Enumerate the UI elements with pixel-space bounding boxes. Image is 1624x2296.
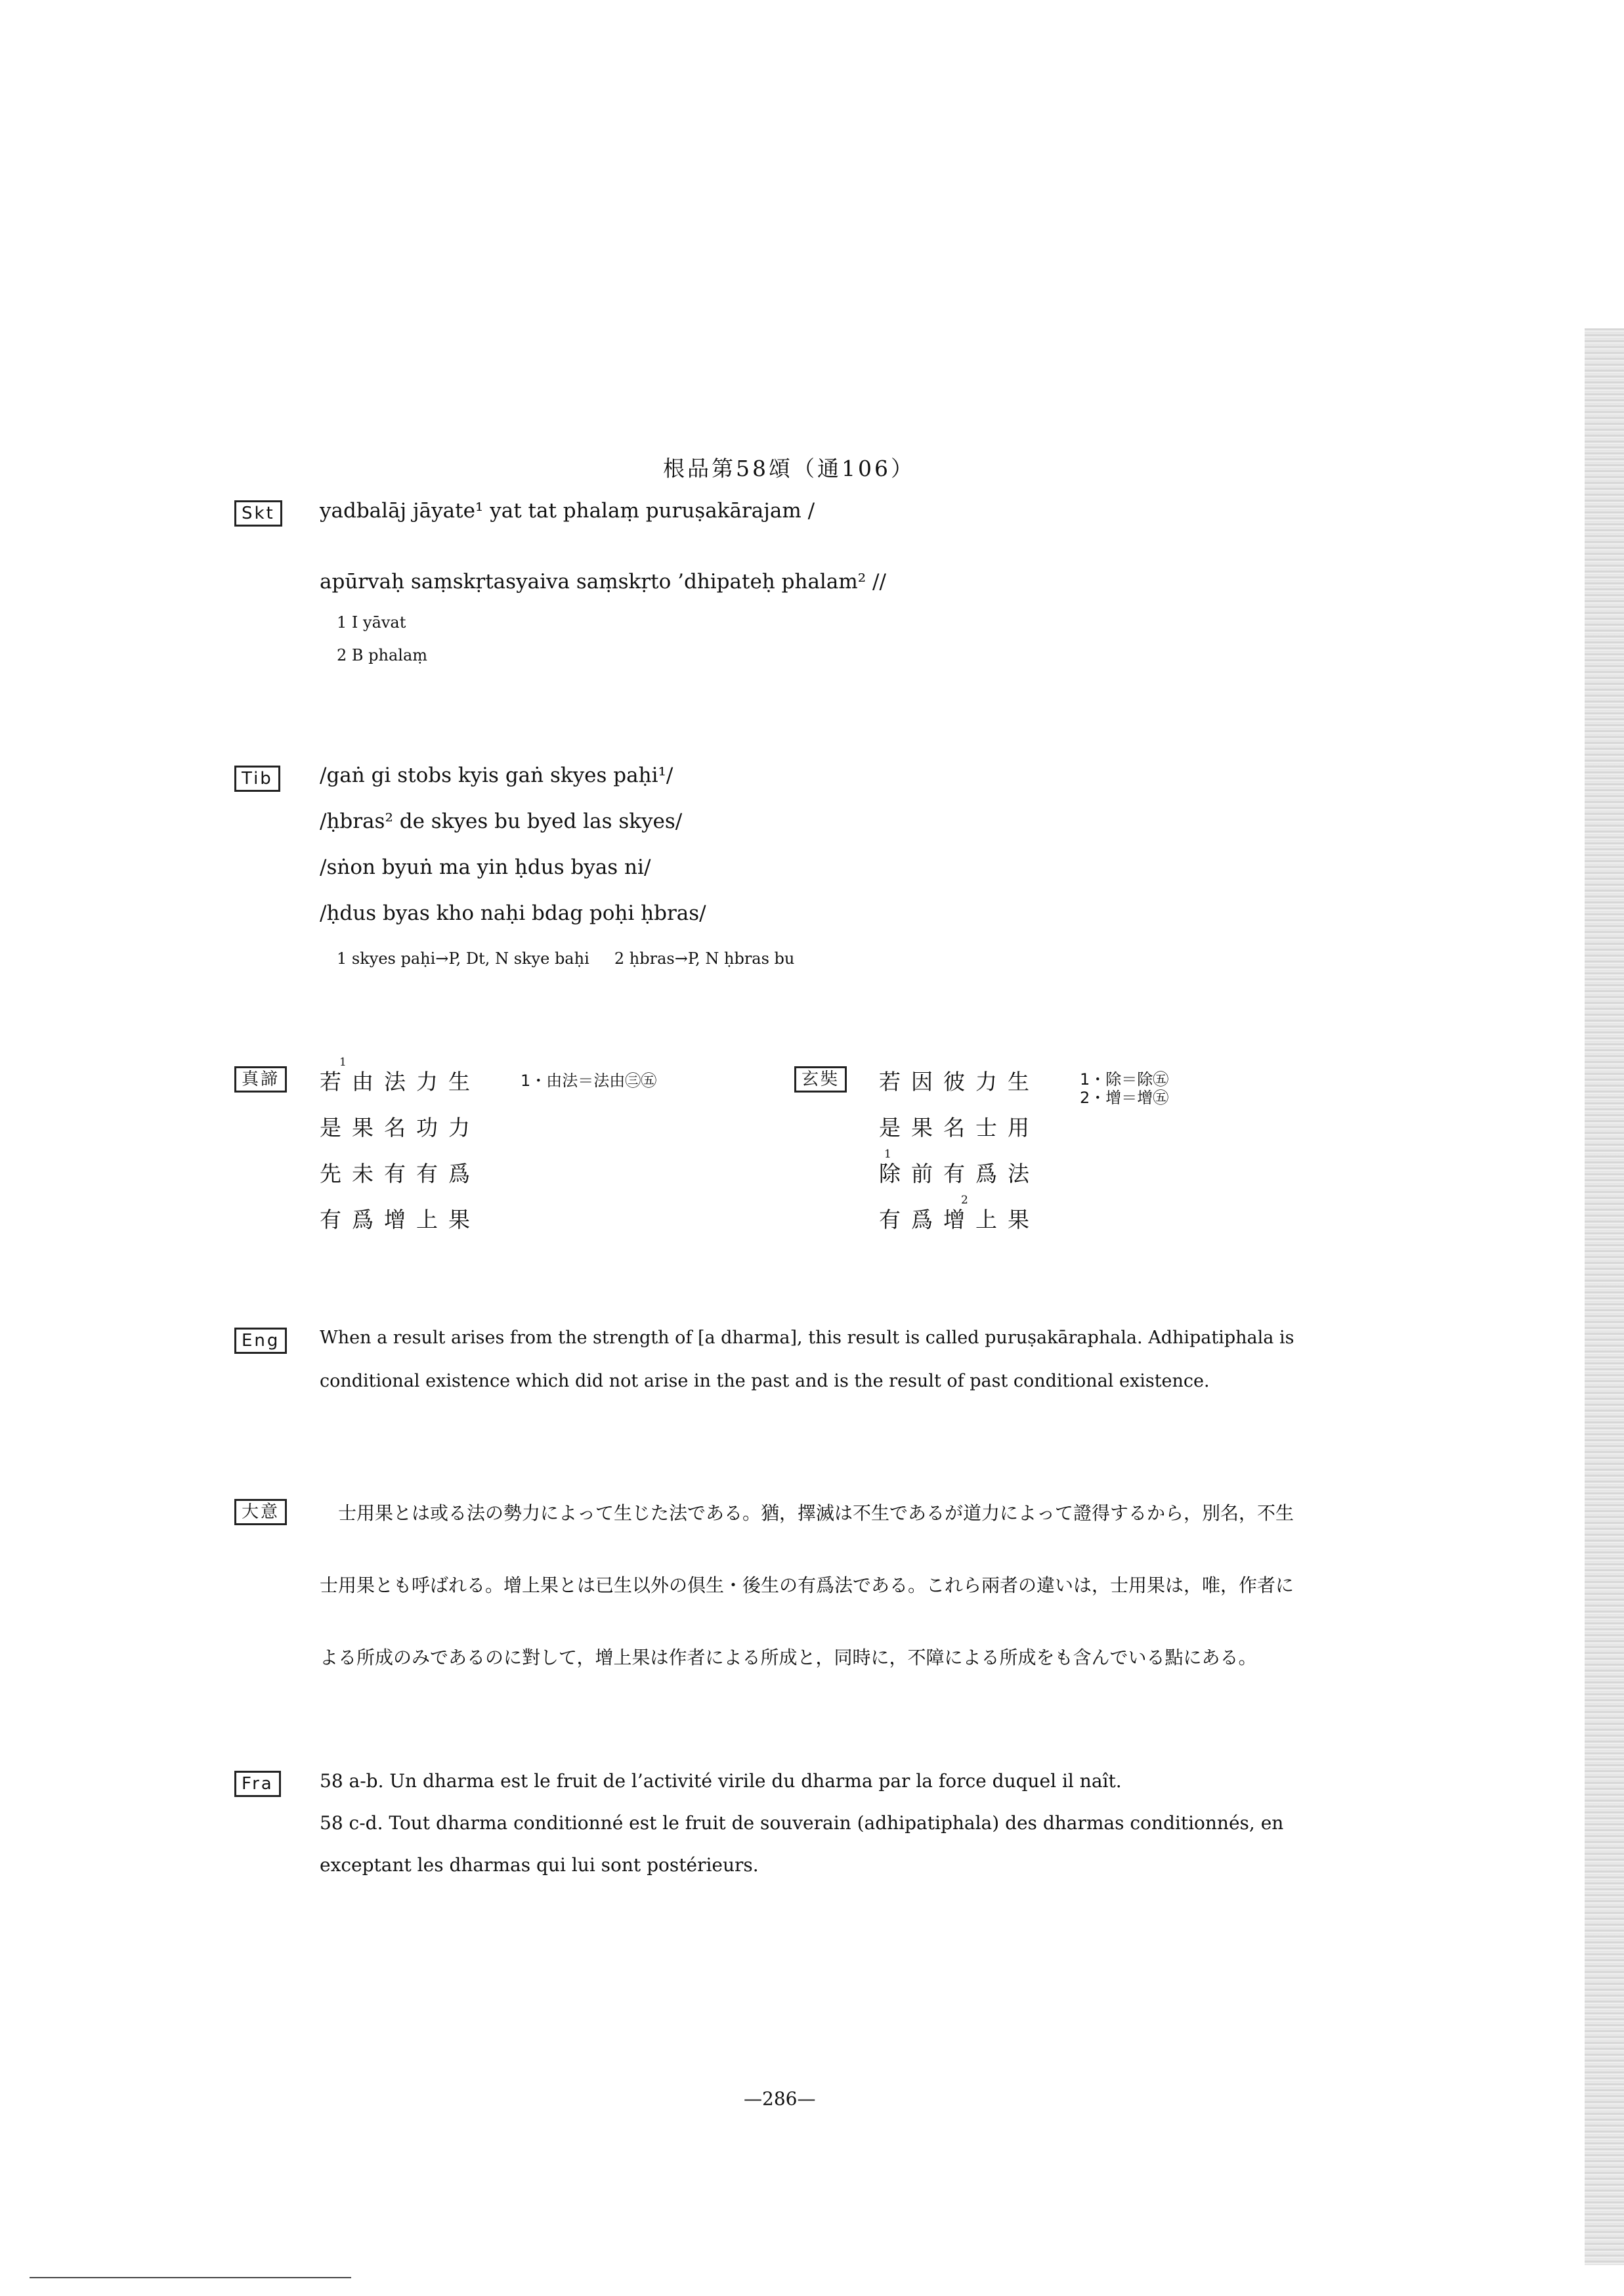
xuanzang-line-4: 有爲增上果 bbox=[879, 1207, 1040, 1232]
scan-edge-shadow bbox=[1585, 328, 1624, 2265]
tag-eng: Eng bbox=[234, 1328, 287, 1354]
xuanzang-note-1: 1・除＝除㊄ bbox=[1080, 1070, 1169, 1089]
zhendi-line-4: 有爲增上果 bbox=[320, 1207, 481, 1232]
xuanzang-footnote-marker-2: 2 bbox=[961, 1194, 968, 1207]
tib-note: 1 skyes paḥi→P, Dt, N skye baḥi 2 ḥbras→P, N ḥbras bu bbox=[337, 949, 795, 968]
xuanzang-line-1: 若因彼力生 bbox=[879, 1069, 1040, 1094]
scan-bottom-line bbox=[30, 2277, 351, 2278]
tag-fra: Fra bbox=[234, 1771, 281, 1797]
summary-line-1: 士用果とは或る法の勢力によって生じた法である。猶，擇滅は不生であるが道力によって證得するから，別名，不生 bbox=[338, 1502, 1294, 1524]
tag-tib: Tib bbox=[234, 766, 280, 792]
tag-summary: 大意 bbox=[234, 1499, 287, 1525]
fra-line-3: exceptant les dharmas qui lui sont postérieurs. bbox=[320, 1854, 759, 1876]
skt-line-2: apūrvaḥ saṃskṛtasyaiva saṃskṛto ’dhipateḥ phalam² // bbox=[320, 570, 886, 594]
zhendi-line-3: 先未有有爲 bbox=[320, 1161, 481, 1186]
zhendi-note: 1・由法＝法由㊂㊄ bbox=[521, 1072, 657, 1090]
xuanzang-line-3: 除前有爲法 bbox=[879, 1161, 1040, 1186]
fra-line-2: 58 c-d. Tout dharma conditionné est le fruit de souverain (adhipatiphala) des dharmas conditionnés, en bbox=[320, 1812, 1284, 1834]
tib-line-1: /gaṅ gi stobs kyis gaṅ skyes paḥi¹/ bbox=[320, 764, 673, 787]
section-heading: 根品第58頌（通106） bbox=[663, 456, 915, 481]
zhendi-line-2: 是果名功力 bbox=[320, 1115, 481, 1140]
summary-line-3: よる所成のみであるのに對して，增上果は作者による所成と，同時に，不障による所成をも含んでいる點にある。 bbox=[320, 1647, 1257, 1668]
tib-line-2: /ḥbras² de skyes bu byed las skyes/ bbox=[320, 810, 683, 833]
summary-line-2: 士用果とも呼ばれる。增上果とは已生以外の倶生・後生の有爲法である。これら兩者の違いは，士用果は，唯，作者に bbox=[320, 1574, 1294, 1596]
skt-note-1: 1 I yāvat bbox=[337, 613, 406, 632]
tag-skt: Skt bbox=[234, 500, 282, 527]
fra-line-1: 58 a-b. Un dharma est le fruit de l’activité virile du dharma par la force duquel il naît. bbox=[320, 1770, 1122, 1792]
eng-line-1: When a result arises from the strength of [a dharma], this result is called puruṣakāraphala. Adhipatiphala is bbox=[320, 1328, 1294, 1348]
xuanzang-line-2: 是果名士用 bbox=[879, 1115, 1040, 1140]
xuanzang-note-2: 2・增＝增㊄ bbox=[1080, 1089, 1169, 1107]
zhendi-line-1: 若由法力生 bbox=[320, 1069, 481, 1094]
skt-note-2: 2 B phalaṃ bbox=[337, 646, 428, 664]
zhendi-footnote-marker: 1 bbox=[339, 1056, 347, 1069]
tag-xuanzang: 玄奘 bbox=[794, 1066, 847, 1093]
tib-line-3: /sṅon byuṅ ma yin ḥdus byas ni/ bbox=[320, 856, 651, 879]
eng-line-2: conditional existence which did not arise in the past and is the result of past conditional existence. bbox=[320, 1371, 1210, 1391]
page-number: —286— bbox=[744, 2088, 816, 2110]
tag-zhendi: 真諦 bbox=[234, 1066, 287, 1093]
skt-line-1: yadbalāj jāyate¹ yat tat phalaṃ puruṣakārajam / bbox=[320, 499, 815, 523]
tib-line-4: /ḥdus byas kho naḥi bdag poḥi ḥbras/ bbox=[320, 901, 706, 925]
xuanzang-footnote-marker-1: 1 bbox=[884, 1148, 891, 1161]
